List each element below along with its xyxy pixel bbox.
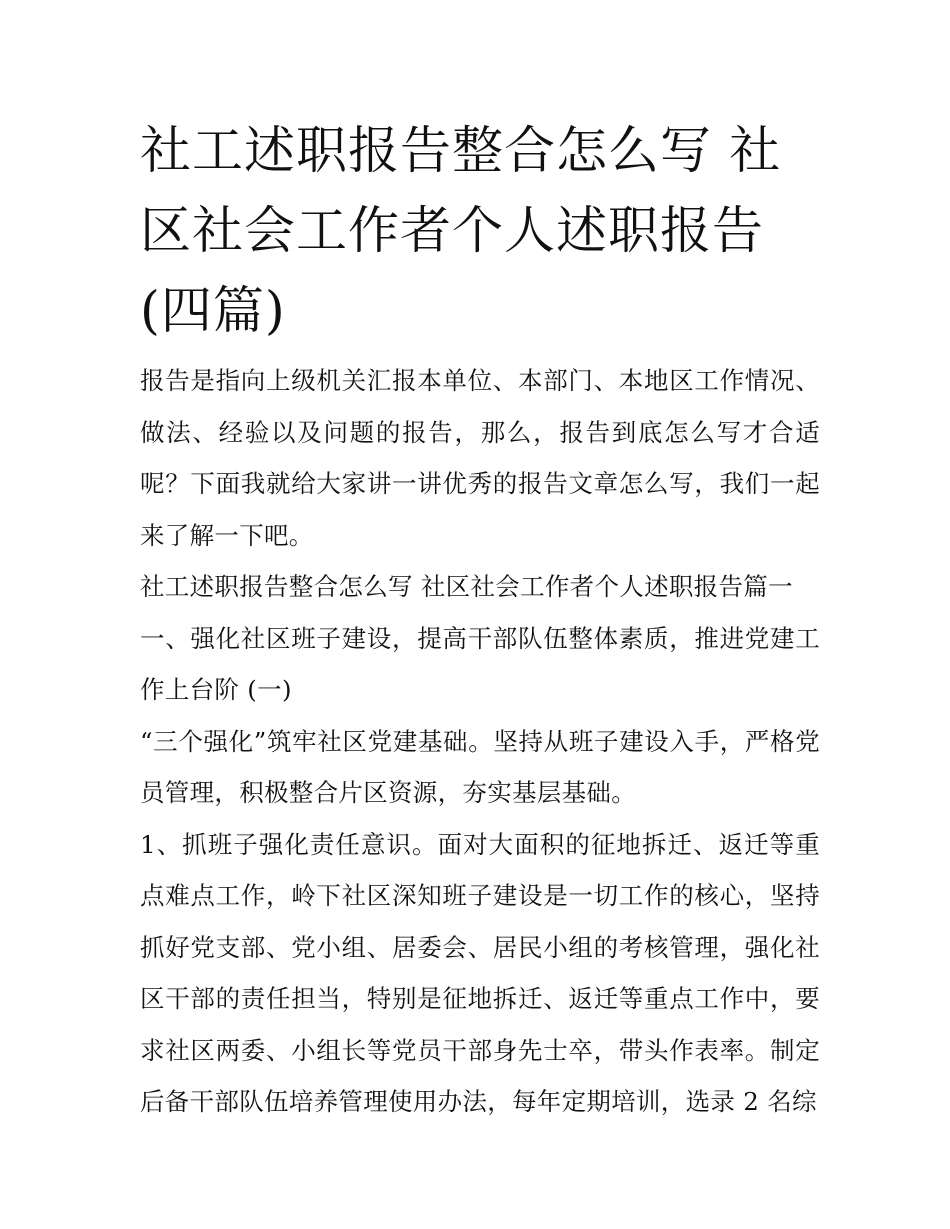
document-title: 社工述职报告整合怎么写 社区社会工作者个人述职报告(四篇) [140,122,782,341]
team-building-paragraph: 1、抓班子强化责任意识。面对大面积的征地拆迁、返迁等重点难点工作，岭下社区深知班子建设是一切工作的核心，坚持抓好党支部、党小组、居委会、居民小组的考核管理，强化社区干部的责任担当，特别是征地拆迁、返迁等重点工作中，要求社区两委、小组长等党员干部身先士卒，带头作表率。制定后备干部队伍培养管理使用办法，每年定期培训，选录 2 名综 [140,829,820,1116]
document-body [140,355,820,1128]
section-heading: 社工述职报告整合怎么写 社区社会工作者个人述职报告篇一 [140,572,793,601]
point-one-heading: 一、强化社区班子建设，提高干部队伍整体素质，推进党建工作上台阶 (一) [140,623,820,704]
three-strengthen-paragraph: “三个强化”筑牢社区党建基础。坚持从班子建设入手，严格党员管理，积极整合片区资源，夯实基层基础。 [140,726,820,807]
intro-paragraph: 报告是指向上级机关汇报本单位、本部门、本地区工作情况、做法、经验以及问题的报告，那么，报告到底怎么写才合适呢？下面我就给大家讲一讲优秀的报告文章怎么写，我们一起来了解一下吧。 [140,366,820,550]
